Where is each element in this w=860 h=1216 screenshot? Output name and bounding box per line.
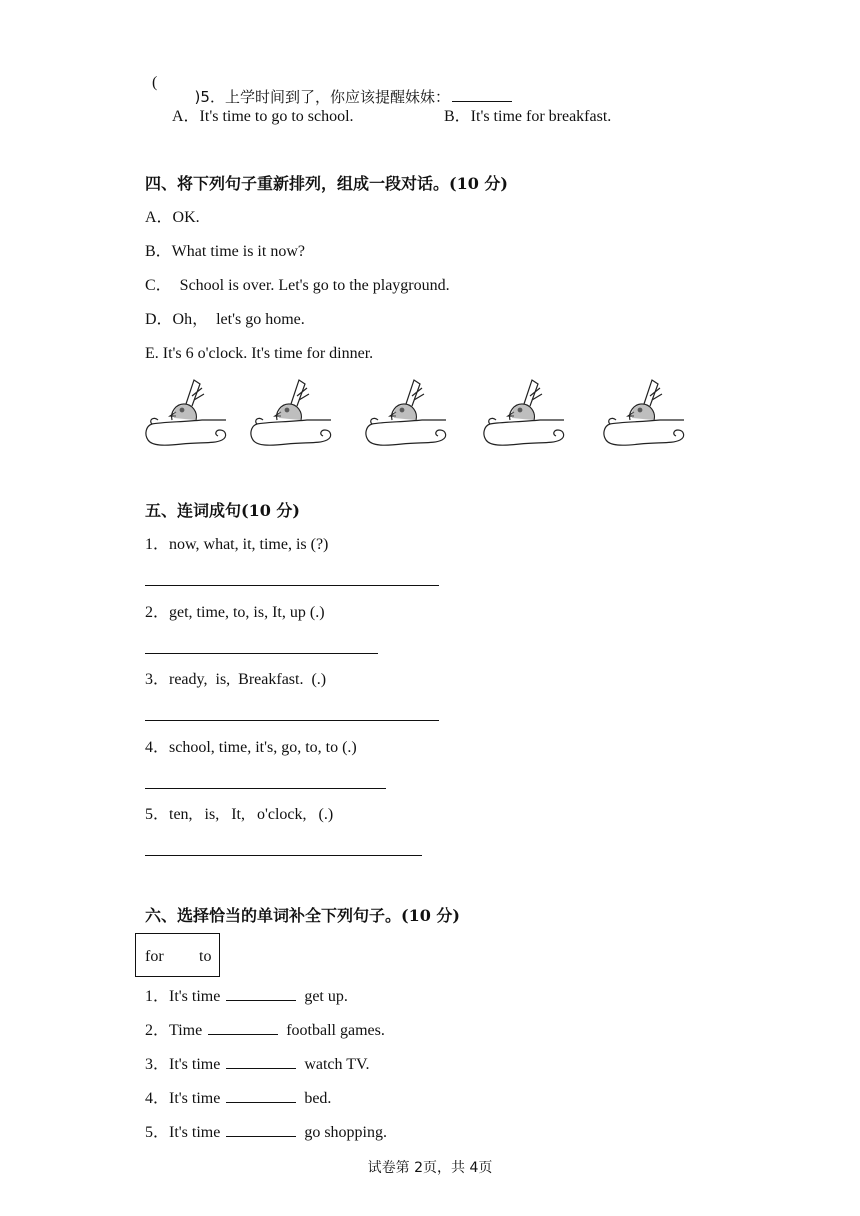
q5-prompt [185,75,512,105]
item-prefix: 4．It's time [145,1090,221,1107]
q5-paren-open: ( [152,74,158,91]
item-prefix: 5．It's time [145,1124,221,1141]
section6-item-2 [145,1023,385,1039]
page-footer: 试卷第 2页，共 4页 [367,1160,493,1176]
section4-item-b: B．What time is it now? [145,243,305,260]
section6-item-5 [145,1125,387,1141]
bird-on-scroll-icon[interactable] [600,374,690,454]
item-prefix: 1．It's time [145,988,221,1005]
item-prefix: 2．Time [145,1022,203,1039]
bird-on-scroll-icon[interactable] [247,374,337,454]
item-prefix: 3．It's time [145,1056,221,1073]
section4-item-c: C． School is over. Let's go to the playground. [145,277,450,294]
section4-item-d: D．Oh， let's go home. [145,311,305,328]
section5-item-2: 2．get, time, to, is, It, up (.) [145,604,325,621]
bird-on-scroll-icon[interactable] [142,374,232,454]
word-box [135,933,220,977]
q5-answer-blank[interactable] [452,100,512,102]
q5-option-a: A．It's time to go to school. [172,108,354,125]
item-suffix: bed. [304,1090,332,1107]
item-suffix: get up. [304,988,348,1005]
bird-on-scroll-icon[interactable] [480,374,570,454]
word-box-word-for: for [145,948,164,965]
answer-line-1[interactable] [145,585,439,586]
section5-item-1: 1．now, what, it, time, is (?) [145,536,329,553]
item-suffix: football games. [286,1022,385,1039]
fill-blank-1[interactable] [226,999,296,1001]
section6-heading: 六、选择恰当的单词补全下列句子。(10 分) [145,906,460,925]
answer-line-4[interactable] [145,788,386,789]
item-suffix: go shopping. [304,1124,387,1141]
word-box-word-to: to [199,948,212,965]
answer-line-5[interactable] [145,855,422,856]
q5-prompt-text: )5．上学时间到了，你应该提醒妹妹： [194,88,450,106]
fill-blank-5[interactable] [226,1135,296,1137]
section6-item-1 [145,989,348,1005]
section5-item-3: 3．ready, is, Breakfast. (.) [145,671,327,688]
section4-item-a: A．OK. [145,209,200,226]
section6-item-3 [145,1057,370,1073]
section5-item-4: 4．school, time, it's, go, to, to (.) [145,739,357,756]
section5-heading: 五、连词成句(10 分) [145,501,300,520]
fill-blank-2[interactable] [208,1033,278,1035]
fill-blank-4[interactable] [226,1101,296,1103]
section4-heading: 四、将下列句子重新排列，组成一段对话。(10 分) [145,174,508,193]
bird-on-scroll-icon[interactable] [362,374,452,454]
fill-blank-3[interactable] [226,1067,296,1069]
item-suffix: watch TV. [304,1056,370,1073]
answer-line-3[interactable] [145,720,439,721]
q5-option-b: B．It's time for breakfast. [444,108,612,125]
answer-line-2[interactable] [145,653,378,654]
section4-item-e: E. It's 6 o'clock. It's time for dinner. [145,345,374,362]
section5-item-5: 5．ten, is, It, o'clock, (.) [145,806,334,823]
section6-item-4 [145,1091,331,1107]
